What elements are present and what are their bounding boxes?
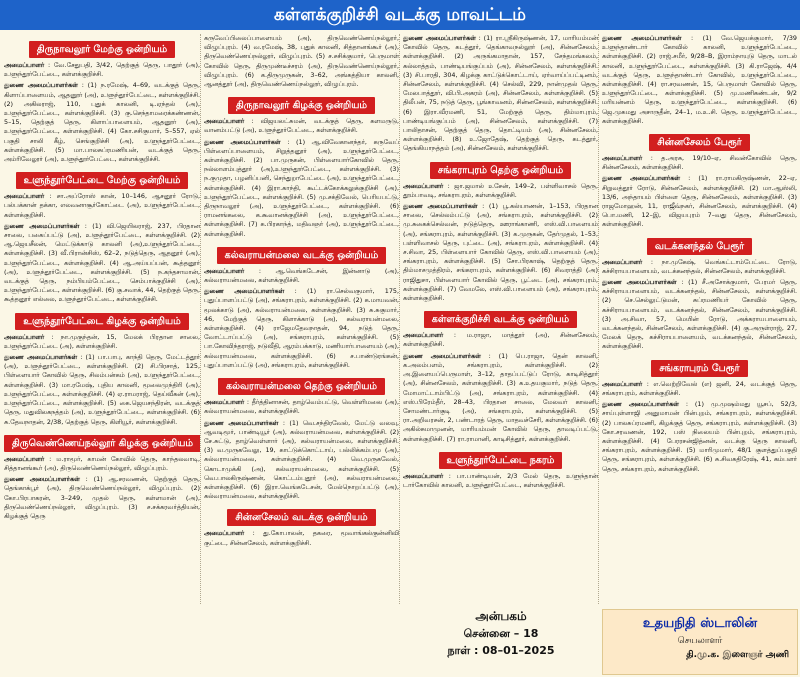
signature-box	[602, 609, 798, 675]
section-heading-label: திருநாவலூர் கிழக்கு ஒன்றியம்	[228, 97, 375, 114]
role-label: துணை அமைப்பாளர்கள்	[602, 34, 682, 42]
section-heading	[602, 234, 797, 255]
member-list-text: அமைப்பாளர் : பா.பாண்டியன், 2/3 மேல் தெரு, உளுந்தான் டார்கோவில் காலனி, உளுந்தூர்பேட்டை, கள்ளக்குறிச்சி.	[403, 471, 598, 489]
section-heading-label: உளுந்தூர்பேட்டை கிழக்கு ஒன்றியம்	[15, 313, 189, 330]
member-list-text: அமைப்பாளர் : து.கோபாலன், தகரை, மூவாங்கல்குன்னிவி குட்டை, சின்னசேலம், கள்ளக்குறிச்சி.	[204, 529, 399, 547]
section-block	[204, 34, 399, 89]
member-list-text: துணை அமைப்பாளர்கள் : (1) பெ.ராஜா, தென் காலனி, க.அலம்பளம், சங்கராபுரம், கள்ளக்குறிச்சி. (2) அ.இளையப்பெருமாள், 3–12, தாதப்பட்டுப் ரோடு, காடிசித்தூர் (அ), சின்னசேலம், கள்ளக்குறிச்சி. (3) க.உதயகுமார், நடுத் தெரு, மோமாட்டாம்பிட்டு (அ), சங்கராபுரம், கள்ளக்குறிச்சி. (4) எஸ்.பிரேம்தீர், 28–43, பிரதான சாலை, மேலவர் காலனி, சோமண்டார்குடி (அ), சங்கராபுரம், கள்ளக்குறிச்சி. (5) ரா.அறிவரசன், 2, பண்டாரத் தெரு, மாதவச்சேரி, கள்ளக்குறிச்சி. (6) அகில்சுமாமுனன், மாரியம்மன் கோவில் தெரு, தாவடிப்பட்டு, கள்ளக்குறிச்சி. (7) ரா.ராமானி, காடிசித்தூர், கள்ளக்குறிச்சி.	[403, 351, 598, 443]
role-label: துணை அமைப்பாளர்கள்	[204, 137, 281, 146]
section-block	[403, 307, 598, 443]
section-heading-label: வடக்கனந்தல் பேரூர்	[647, 238, 752, 255]
section-block	[4, 168, 200, 304]
section-heading-label: கல்வராயன்மலை வடக்கு ஒன்றியம்	[217, 247, 387, 264]
member-list-text: துணை அமைப்பாளர்கள் : (1) வே.ஜெயக்குமார், 7/39 உளுந்தாண்டார் கோவில் காலனி, உளுந்தூர்பேட்டை, கள்ளக்குறிச்சி. (2) ராஜ்.சமீர், 9/28–B, இராம்நாயுடு தெரு, மாடல் காலனி, உளுந்தூர்பேட்டை, கள்ளக்குறிச்சி. (3) கி.ராஜேஷ், 4/4 வடக்குத் தெரு, உளுந்தாண்டார் கோவில், உளுந்தூர்பேட்டை, கள்ளக்குறிச்சி. (4) ரா.சரவணன், 15, பெருமாள் கோவில் தெரு, உளுந்தூர்பேட்டை, கள்ளக்குறிச்சி. (5) மு.மணிகண்டன், 9/2 மரியன்னம் தெரு, உளுந்தூர்பேட்டை, கள்ளக்குறிச்சி. (6) ஜெ.முகமது அசாருதீன், 24–1, ம.உ.சி. தெரு, உளுந்தூர்பேட்டை, கள்ளக்குறிச்சி.	[602, 34, 797, 125]
section-block	[602, 356, 797, 474]
section-heading	[403, 158, 598, 179]
member-list-text: துணை அமைப்பாளர்கள் : (1) ஆ.விவேகானந்தர், கருவேப் பிள்ளைப்பாளையம், சிறுத்தனூர் (அ), உளுந்தூர்பேட்டை, கள்ளக்குறிச்சி. (2) பா.முருகன், பிள்ளையார்கோவில் தெரு, நல்லாளம்புத்தூர் (அ),உளுந்தூர்பேட்டை, கள்ளக்குறிச்சி. (3) ந.குமுதா, பழனிப்பனி, செந்துறாபேட்டை (அ), உளுந்தூர்பேட்டை, கள்ளக்குறிச்சி. (4) இரா.காந்தி, கூட்டக்கோக்கலுக்குறிச்சி (அ), உளுந்தூர்பேட்டை, கள்ளக்குறிச்சி. (5) மு.சக்திவேல், பெரியபட்டு, திருநாவலூர் (அ), உளுந்தூர்பேட்டை, கள்ளக்குறிச்சி. (6) ராமனங்கலை, க.கூவானக்குறிச்சி (அ), உளுந்தூர்பேட்டை, கள்ளக்குறிச்சி. (7) க.பிரகாந்த், மதிவஞர் (அ), உளுந்தூர்பேட்டை, கள்ளக்குறிச்சி.	[204, 137, 399, 238]
member-list-text: அமைப்பாளர் : தீர்த்தினாசன், தாழ்வெம்பட்டு, வெள்ளிமலை (அ), கல்வராயன்மலை, கள்ளக்குறிச்சி.	[204, 398, 399, 416]
role-label: துணை அமைப்பாளர்கள்	[4, 353, 78, 362]
role-label: துணை அமைப்பாளர்கள்	[204, 287, 285, 296]
section-heading-label: கல்வராயன்மலை தெற்கு ஒன்றியம்	[218, 378, 385, 395]
section-block	[204, 374, 399, 501]
section-heading	[4, 168, 200, 189]
member-list-text: அமைப்பாளர் : த.அரசு, 19/10–ஏ, சிவன்கோவில் தெரு, சின்னசேலம், கள்ளக்குறிச்சி.	[602, 154, 797, 172]
member-list-text: துணை அமைப்பாளர்கள் : (1) ரா.ஸ்ரீகிருஷ்ணன், 17, மாரியம்மன் கோவில் தெரு, கடத்தூர், தெங்காவநல்லூர் (அ), சின்னசேலம், கள்ளக்குறிச்சி. (2) அருங்கமாதான், 157, சேந்தமங்கலம், கல்லாத்தம், பாண்டியங்குப்பம் (அ), சின்னசேலம், கள்ளக்குறிச்சி. (3) சி.பாரதி, 304, கிழக்கு காட்டுக்கொட்டாய், ஏர்வாய்ப்பட்டினம், சின்னசேலம், கள்ளக்குறிச்சி. (4) செல்வி, 229, நான்முதல் தெரு, மேலபாத்தூர், வி.பி.அகரம் (அ), சின்னசேலம், கள்ளக்குறிச்சி. (5) திலீபன், 75, நடுத் தெரு, பூங்காவனம், சின்னசேலம், கள்ளக்குறிச்சி. (6) இரா.வீரமணி, 51, மேற்குத் தெரு, திம்மாபுரம், பாண்டியங்குப்பம் (அ), சின்னசேலம், கள்ளக்குறிச்சி. (7) பாலிதாசன், தெற்குத் தெரு, தொட்டியம் (அ), சின்னசேலம், கள்ளக்குறிச்சி. (8) உ.ஜோதேஷ், தெற்குத் தெரு, கடத்தூர், தெங்கியாநத்தம் (அ), சின்னசேலம், கள்ளக்குறிச்சி.	[403, 34, 598, 153]
section-heading	[403, 448, 598, 469]
role-label: அமைப்பாளர்	[204, 117, 245, 126]
member-list-text: அமைப்பாளர் : வே.சேதுபதி, 3/42, தெற்குத் தெரு, பாதூர் (அ), உளுந்தூர்பேட்டை, கள்ளக்குறிச்சி.	[4, 61, 200, 79]
role-label: அமைப்பாளர்	[4, 454, 45, 463]
signatory-role: செயலாளர்	[677, 636, 723, 646]
section-block	[403, 34, 598, 154]
member-list-text: அமைப்பாளர் : ம.ராஜா, மாத்தூர் (அ), சின்னசேலம், கள்ளக்குறிச்சி.	[403, 331, 598, 349]
section-heading-label: சின்னசேலம் வடக்கு ஒன்றியம்	[227, 509, 375, 526]
role-label: துணை அமைப்பாளர்கள்	[4, 221, 80, 230]
member-list-text: அமைப்பாளர் : ஆ.வெங்கடேசன், இன்னாடு (அ), கல்வராயன்மலை, கள்ளக்குறிச்சி.	[204, 266, 399, 285]
role-label: அமைப்பாளர்	[602, 379, 643, 388]
role-label: அமைப்பாளர்	[204, 529, 245, 538]
role-label: துணை அமைப்பாளர்கள்	[602, 400, 679, 409]
section-heading	[204, 243, 399, 264]
member-list-text: கருவேப்பிலைப்பாளையம் (அ), திருவெண்ணெய்நல்லூர், விழுப்புரம். (4) வ.ரமேஷ், 38, புதுக் காலனி, சித்தானங்கூர் (அ), திருவெண்ணெய்நல்லூர், விழுப்புரம். (5) ச.சசிக்குமார், பெருமாள் கோவில் தெரு, திருமுண்டீச்சரம் (அ), திருவெண்ணெய்நல்லூர், விழுப்புரம். (6) க.திருமுருகன், 3–62, அங்கத்தியா காலனி, ஆனத்தூர் (அ), திருவெண்ணெய்நல்லூர், விழுப்புரம்.	[204, 34, 399, 89]
member-list-text: துணை அமைப்பாளர்கள் : (1) பா.பாபு, காந்தி தெரு, மேட்டத்தூர் (அ), உளுந்தூர்பேட்டை, கள்ளக்குறிச்சி. (2) சி.பிரசாத், 125, பிள்ளையார் கோவில் தெரு, சிலம்பன்கம் (அ), உளுந்தூர்பேட்டை, கள்ளக்குறிச்சி. (3) மா.ரமேஷ், புதிய காலனி, மூலைமுந்திரி (அ), உளுந்தூர்பேட்டை, கள்ளக்குறிச்சி. (4) ஏ.ராமராஜ், தெய்வீகன் (அ), உளுந்தூர்பேட்டை, கள்ளக்குறிச்சி. (5) கை.ஜெயசந்திரன், வடக்குத் தெரு, மதுவிலகநத்தம் (அ), உளுந்தூர்பேட்டை, கள்ளக்குறிச்சி. (6) சு.தேவநாதன், 2/38, தெற்குத் தெரு, கிளியூர், கள்ளக்குறிச்சி.	[4, 353, 200, 426]
role-label: அமைப்பாளர்	[403, 181, 444, 190]
section-block	[602, 34, 797, 126]
footer-salutation: அன்பகம்	[475, 609, 527, 623]
column-3	[403, 34, 599, 604]
member-list-text: துணை அமைப்பாளர்கள் : (1) ஆ.சரவணன், தெற்குத் தெரு, தெங்காக்பூர் (அ), திருவெண்ணெய்நல்லூர், விழுப்புரம். (2) கோ.பிரபாகரன், 3–249, முதல் தெரு, கள்ளமான் (அ), திருவெண்ணெய்நல்லூர், விழுப்புரம். (3) ச.சக்கரவர்த்தியன், கிழக்குத் தெரு	[4, 475, 200, 520]
member-list-text: துணை அமைப்பாளர்கள் : (1) ரா.செல்வகுமார், 175, புதுப்பாளப்பட்டு (அ), சங்கராபுரம், கள்ளக்குறிச்சி. (2) க.மாயவன், மூலக்காடு (அ), கல்வராயன்மலை, கள்ளக்குறிச்சி. (3) சு.சுகுமார், 46, மேற்குத் தெரு, கிளாக்காடு (அ), கல்வராயன்மலை, கள்ளக்குறிச்சி. (4) ராஜேமதேவநாதன், 94, நடுத் தெரு, வோட்டாப்பட்டு (அ), சங்கராபுரம், கள்ளக்குறிச்சி. (5) பா.கோவிந்தராஜ், நடுவீதி, ஆரம்பக்காடு, மணியார்பாளையம் (அ), கல்வராயன்மலை, கள்ளக்குறிச்சி. (6) ச.பாண்டுரங்கன், புதுப்பாளப்பட்டு (அ), சங்கராபுரம், கள்ளக்குறிச்சி.	[204, 287, 399, 369]
section-heading-label: உளுந்தூர்பேட்டை நகரம்	[439, 452, 563, 469]
section-heading	[204, 505, 399, 526]
member-list-text: துணை அமைப்பாளர்கள் : (1) சீ.அசோக்குமார், பேரமர் தெரு, கச்சிராயபாளையம், வடக்கனந்தல், சின்னசேலம், கள்ளக்குறிச்சி. (2) செ.செல்லுட்டுமன், சுப்ரமணியர் கோவில் தெரு, கச்சிராயபாளையம், வடக்கனந்தல், சின்னசேலம், கள்ளக்குறிச்சி. (3) அ.சிவா, 57, மெயின் ரோடு, அக்கராயபாளையம், வடக்கனந்தல், சின்னசேலம், கள்ளக்குறிச்சி. (4) கு.அருள்ராஜ், 27, மேலக் தெரு, கச்சிராயபாளையம், வடக்கனந்தல், சின்னசேலம், கள்ளக்குறிச்சி.	[602, 278, 797, 351]
member-list-text: துணை அமைப்பாளர்கள் : (1) ரா.ராமகிருஷ்ணன், 22–ஏ, சிறுவத்தூர் ரோடு, சின்னசேலம், கள்ளக்குறிச்சி. (2) மா.ஆஸ்லி, 13/6, அந்தாயம் பிள்ளை தெரு, சின்னசேலம், கள்ளக்குறிச்சி. (3) ராஜமோஹன், 11, ராஜீவ்நகர், சின்னசேலம், கள்ளக்குறிச்சி. (4) பொ.மணி, 12–இ, விஜயபுரம் 7–வது தெரு, சின்னசேலம், கள்ளக்குறிச்சி.	[602, 174, 797, 229]
role-label: அமைப்பாளர்	[602, 154, 643, 163]
role-label: அமைப்பாளர்	[204, 266, 245, 275]
member-list-text: அமைப்பாளர் : எ.வெற்றிவேல் (எ) ஜனி, 24, வடக்குத் தெரு, சங்கராபுரம், கள்ளக்குறிச்சி.	[602, 379, 797, 397]
section-block	[4, 309, 200, 427]
section-heading-label: சின்னசேலம் பேரூர்	[649, 134, 749, 151]
member-list-text: துணை அமைப்பாளர்கள் : (1) மு.முஷம்மது யூசப், 52/3, சாய்புள்ளாஜி அனுமாமன் பின்புறம், சங்கராபுரம், கள்ளக்குறிச்சி. (2) பாலசுப்ரமணி, கிழக்குத் தெரு, சங்கராபுரம், கள்ளக்குறிச்சி. (3) கோ.சரவணன், 192, பஸ் நிலையம் பின்புறம், சங்கராபுரம், கள்ளக்குறிச்சி. (4) பேரரசன்ஜித்னன், வடக்கு தெரு காலனி, சங்கராபுரம், கள்ளக்குறிச்சி. (5) மாரிமுமார், 48/1 குளத்துப்பகுதி தெரு, சங்கராபுரம், கள்ளக்குறிச்சி. (6) சு.சிவகதிரேஷ், 41, கம்பளர் தெரு, சங்கராபுரம், கள்ளக்குறிச்சி.	[602, 400, 797, 473]
section-block	[602, 130, 797, 230]
section-block	[4, 431, 200, 521]
section-block	[204, 93, 399, 239]
member-list-text: அமைப்பாளர் : நா.முகுந்தன், 15, மேலக் பிரதான சாலை, உளுந்தூர்பேட்டை (அ), கள்ளக்குறிச்சி.	[4, 332, 200, 350]
section-block	[403, 448, 598, 490]
section-heading-label: திருநாவலூர் மேற்கு ஒன்றியம்	[29, 41, 175, 58]
footer-date: நாள் : 08–01–2025	[447, 644, 555, 657]
section-heading	[204, 374, 399, 395]
column-2	[204, 34, 400, 604]
section-block	[602, 234, 797, 352]
role-label: அமைப்பாளர்	[4, 61, 45, 69]
role-label: துணை அமைப்பாளர்கள்	[403, 202, 478, 211]
section-heading-label: திருவெண்ணெய்நல்லூர் கிழக்கு ஒன்றியம்	[4, 435, 201, 452]
page-title: கள்ளக்குறிச்சி வடக்கு மாவட்டம்	[274, 5, 526, 25]
section-heading-label: சங்கராபுரம் தெற்கு ஒன்றியம்	[430, 162, 571, 179]
role-label: துணை அமைப்பாளர்கள்	[204, 418, 279, 427]
section-heading-label: உளுந்தூர்பேட்டை மேற்கு ஒன்றியம்	[16, 172, 189, 189]
role-label: அமைப்பாளர்	[204, 398, 245, 407]
member-list-text: அமைப்பாளர் : ம.ராமூர், காமன் கோவில் தெரு, காந்தலவாடி, சித்தானங்கூர் (அ), திருவெண்ணெய்நல்லூர், விழுப்புரம்.	[4, 454, 200, 472]
section-block	[403, 158, 598, 304]
role-label: துணை அமைப்பாளர்கள்	[602, 278, 677, 287]
section-heading-label: கள்ளக்குறிச்சி வடக்கு ஒன்றியம்	[424, 311, 577, 328]
section-heading	[602, 356, 797, 377]
section-block	[204, 505, 399, 547]
member-list-text: துணை அமைப்பாளர்கள் : (1) வி.ஜெயிலராஜ், 237, பிரதான சாலை, பகைப்பட்டு (அ), உளுந்தூர்பேட்டை, கள்ளக்குறிச்சி. (2) ஆ.ஜெயசீலன், மெட்டுக்காடு காலனி (அ),உளுந்தூர்பேட்டை, கள்ளக்குறிச்சி. (3) வீ.பிரான்சிஸ், 62–2, நடுத்தெரு, ஆதனூர் (அ), உளுந்தூர்பேட்டை, கள்ளக்குறிச்சி. (4) ஆ.அய்யப்பன், கூத்தனூர் (அ), உளுந்தூர்பேட்டை, கள்ளக்குறிச்சி. (5) ந.கந்தசாமான், வடக்குத் தெரு, நம்பியம்பேட்டை, செம்பாக்குறிச்சி (அ), உளுந்தூர்பேட்டை, கள்ளக்குறிச்சி. (6) கு.சவாக், 44, தெற்குத் தெரு, கூத்தனூர் எல்லை, உளுந்தூர்பேட்டை, கள்ளக்குறிச்சி.	[4, 221, 200, 304]
section-heading	[4, 37, 200, 58]
section-heading	[403, 307, 598, 328]
role-label: துணை அமைப்பாளர்கள்	[403, 34, 476, 42]
member-list-text: அமைப்பாளர் : சா.அப்ரோஸ் கான், 10–146, ஆசனூர் ரோடு, பல்பக்கான் தக்கா, எலவனாசூர்கோட்டை (அ), உளுந்தூர்பேட்டை, கள்ளக்குறிச்சி.	[4, 192, 200, 219]
column-4	[602, 34, 797, 604]
section-heading	[4, 309, 200, 330]
section-heading	[602, 130, 797, 151]
signatory-name: உதயநிதி ஸ்டாலின்	[642, 616, 758, 631]
column-1	[4, 34, 201, 604]
section-block	[204, 243, 399, 370]
section-block	[4, 37, 200, 164]
member-list-text: அமைப்பாளர் : ஜா.ஜமால் உசேன், 149–2, பள்ளிவாசல் தெரு, தூம்பாவடி, சங்கராபுரம், கள்ளக்குறிச்சி.	[403, 181, 598, 199]
member-list-text: துணை அமைப்பாளர்கள் : (1) பூ.கல்யாணன், 1–153, பிரதான சாலை, செல்லம்பட்டு (அ), சங்கராபுரம், கள்ளக்குறிச்சி. (2) மு.சுகைக்செல்வன், நடுத்தெரு, ஊராங்காணி, எஸ்.வி.பாளையம் (அ), சங்கராபுரம், கள்ளக்குறிச்சி. (3) க.முருகன், தேர்முதல், 1–53, பள்ளிவாசல் தெரு, புட்டை (அ), சங்கராபுரம், கள்ளக்குறிச்சி. (4) ச.சிவா, 25, பிள்ளையார் கோவில் தெரு, எஸ்.வி.பாளையம் (அ), சங்கராபுரம், கள்ளக்குறிச்சி. (5) சோ.பிரகாஷ், தெற்குத் தெரு, திம்மாசமுத்திரம், சங்கராபுரம், கள்ளக்குறிச்சி. (6) சிவராத்தி (அ) ராஜிதுசா, பிள்ளையார் கோவில் தெரு, பூட்டை (அ), சங்கராபுரம், கள்ளக்குறிச்சி. (7) வேமலே, எஸ்.வி.பாளையம் (அ), சங்கராபுரம், கள்ளக்குறிச்சி.	[403, 202, 598, 303]
footer-city: சென்னை – 18	[463, 627, 539, 640]
footer-address	[403, 607, 599, 675]
role-label: அமைப்பாளர்	[403, 331, 444, 340]
footer-blank	[4, 606, 400, 675]
role-label: அமைப்பாளர்	[403, 471, 444, 480]
section-heading	[4, 431, 200, 452]
section-heading-label: சங்கராபுரம் பேரூர்	[651, 360, 747, 377]
member-list-text: அமைப்பாளர் : நா.முகேஷ், வெங்கட்டாம்பேட்டை ரோடு, கச்சிராயபாளையம், வடக்கனந்தல், சின்னசேலம், கள்ளக்குறிச்சி.	[602, 257, 797, 275]
member-list-text: துணை அமைப்பாளர்கள் : (1) ந.ரமேஷ், 4–69, வடக்குத் தெரு, கிளாப்பாளையம், ஆதனூர் (அ), உளுந்தூர்பேட்டை, கள்ளக்குறிச்சி. (2) அகிலராஜ், 110, புதுக் காலனி, டி.ஏந்தல் (அ), உளுந்தூர்பேட்டை, கள்ளக்குறிச்சி. (3) கு.செந்தாமரைக்கண்ணன், 5–15, தெற்குத் தெரு, கிளாப்பாளையம், ஆதனூர் (அ), உளுந்தூர்பேட்டை, கள்ளக்குறிச்சி. (4) கோ.சசிகுமார், 5–557, ஏல் பகுதி சாலி கீழ், செங்குறிச்சி (அ), உளுந்தூர்பேட்டை, கள்ளக்குறிச்சி. (5) மா.பாலசுப்ரமணியன், வடக்குத் தெரு, அம்ரிவேலூர் (அ), உளுந்தூர்பேட்டை, கள்ளக்குறிச்சி.	[4, 81, 200, 164]
role-label: அமைப்பாளர்	[602, 257, 643, 266]
member-list-text: துணை அமைப்பாளர்கள் : (1) வெ.சந்திரவேல், மேட்டு வலவு, ஆவடிமூர், பாண்டியூர் (அ), கல்வராயன்மலை, கள்ளக்குறிச்சி. (2) சே.சுட்டு, தாழ்வெள்ளார் (அ), கல்வராயன்மலை, கள்ளக்குறிச்சி. (3) வ.முருகவேலு, 19, காட்டுக்கொட்டாய், பல்லிக்கம்பமு (அ), கல்வராயன்மலை, கள்ளக்குறிச்சி. (4) வெ.முருகவேல், கொடாமுக்கி (அ), கல்வராயன்மலை, கள்ளக்குறிச்சி. (5) வெ.பாலகிருஷ்ணன், கொட்டம்புதூர் (அ), கல்வராயன்மலை, கள்ளக்குறிச்சி. (6) இரா.வெங்கடேசன், மேல்நொறப்பட்டு (அ), கல்வராயன்மலை, கள்ளக்குறிச்சி.	[204, 418, 399, 501]
role-label: துணை அமைப்பாளர்கள்	[602, 174, 681, 183]
role-label: அமைப்பாளர்	[4, 192, 45, 201]
role-label: அமைப்பாளர்	[4, 332, 45, 341]
role-label: துணை அமைப்பாளர்கள்	[4, 81, 78, 90]
role-label: துணை அமைப்பாளர்கள்	[403, 351, 481, 360]
role-label: துணை அமைப்பாளர்கள்	[4, 475, 80, 484]
member-list-text: அமைப்பாளர் : விஜயலட்சுமன், வடக்குத் தெரு, களமருடு, வானம்பட்டு (அ), உளுந்தூர்பேட்டை, கள்ளக்குறிச்சி.	[204, 117, 399, 135]
section-heading	[204, 93, 399, 114]
signatory-org: தி.மு.க. இளைஞர் அணி	[686, 650, 789, 660]
